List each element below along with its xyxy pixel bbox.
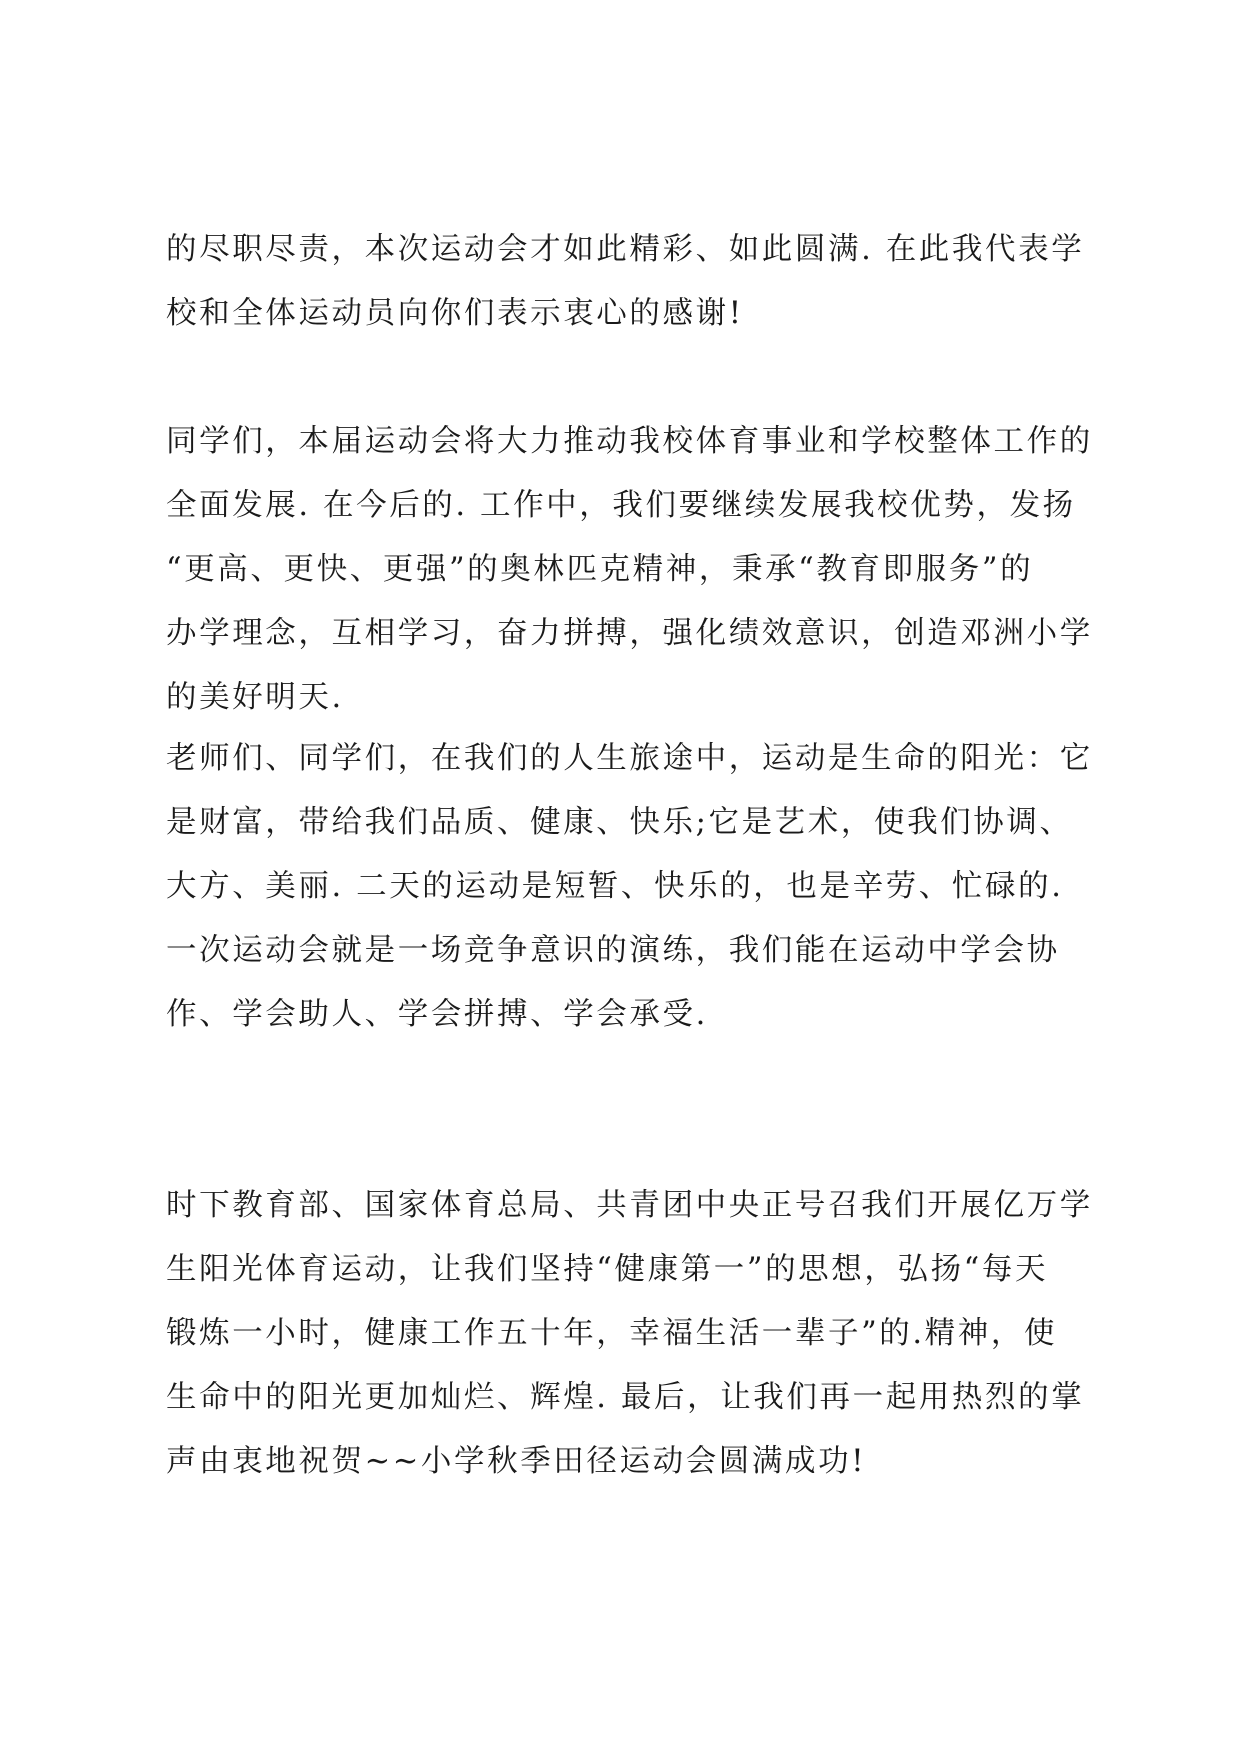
text-line: 老师们、同学们，在我们的人生旅途中，运动是生命的阳光：它 <box>166 741 1093 776</box>
text-line: 锻炼一小时，健康工作五十年，幸福生活一辈子”的.精神，使 <box>166 1316 1058 1351</box>
text-line: 生命中的阳光更加灿烂、辉煌. 最后，让我们再一起用热烈的掌 <box>166 1380 1085 1415</box>
text-line: 的尽职尽责，本次运动会才如此精彩、如此圆满. 在此我代表学 <box>166 232 1085 267</box>
text-line: “更高、更快、更强”的奥林匹克精神，秉承“教育即服务”的 <box>166 552 1034 587</box>
paragraph-3 <box>166 727 1096 1047</box>
paragraph-1 <box>166 218 1096 346</box>
text-line: 生阳光体育运动，让我们坚持“健康第一”的思想，弘扬“每天 <box>166 1252 1049 1287</box>
text-line: 是财富，带给我们品质、健康、快乐;它是艺术，使我们协调、 <box>166 805 1073 840</box>
text-line: 全面发展. 在今后的. 工作中，我们要继续发展我校优势，发扬 <box>166 488 1076 523</box>
text-line: 作、学会助人、学会拼搏、学会承受. <box>166 997 708 1032</box>
paragraph-2 <box>166 410 1096 730</box>
text-line: 的美好明天. <box>166 680 344 715</box>
text-line: 声由衷地祝贺~~小学秋季田径运动会圆满成功! <box>166 1444 867 1479</box>
text-line: 办学理念，互相学习，奋力拼搏，强化绩效意识，创造邓洲小学 <box>166 616 1093 651</box>
text-line: 一次运动会就是一场竞争意识的演练，我们能在运动中学会协 <box>166 933 1060 968</box>
paragraph-4 <box>166 1174 1096 1494</box>
text-line: 大方、美丽. 二天的运动是短暂、快乐的，也是辛劳、忙碌的. <box>166 869 1064 904</box>
text-line: 时下教育部、国家体育总局、共青团中央正号召我们开展亿万学 <box>166 1188 1093 1223</box>
text-line: 校和全体运动员向你们表示衷心的感谢! <box>166 296 744 331</box>
text-line: 同学们，本届运动会将大力推动我校体育事业和学校整体工作的 <box>166 424 1093 459</box>
